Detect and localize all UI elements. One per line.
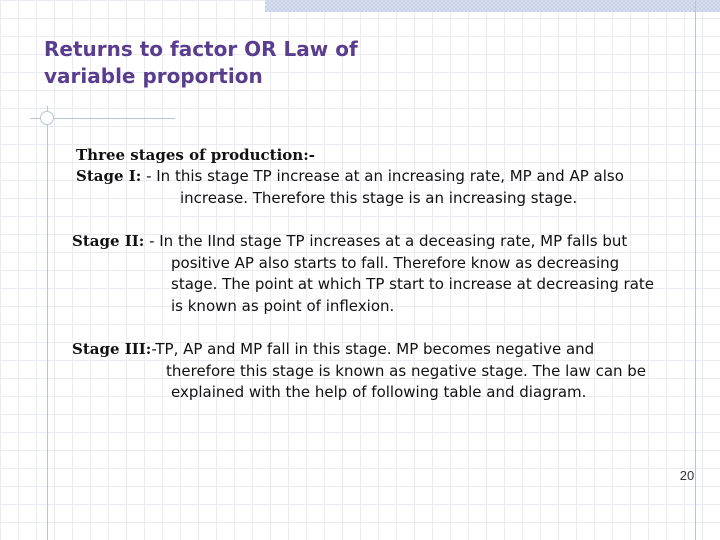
stage-2-line-4: is known as point of inflexion. — [171, 297, 395, 315]
stage-1-line-2: increase. Therefore this stage is an increasing stage. — [180, 189, 578, 207]
stage-3-line-2: therefore this stage is known as negative stage. The law can be — [166, 362, 647, 380]
stage-3-line-3: explained with the help of following table and diagram. — [171, 383, 587, 401]
stage-1-line-1 — [76, 165, 624, 187]
stage-2-line-3: stage. The point at which TP start to increase at decreasing rate — [171, 275, 655, 293]
stage-3-line-1 — [72, 338, 594, 360]
stage-1-label: Stage I: — [76, 167, 142, 185]
stage-1-text-1: - In this stage TP increase at an increasing rate, MP and AP also — [141, 167, 624, 185]
slide-title-line-2: variable proportion — [44, 64, 263, 88]
stage-2-line-2: positive AP also starts to fall. Therefore know as decreasing — [171, 254, 620, 272]
stage-3-text-1: -TP, AP and MP fall in this stage. MP becomes negative and — [151, 340, 595, 358]
slide-title-line-1: Returns to factor OR Law of — [44, 37, 358, 61]
stage-2-label: Stage II: — [72, 232, 145, 250]
stage-2-line-1 — [72, 230, 627, 252]
stage-2-text-1: - In the IInd stage TP increases at a deceasing rate, MP falls but — [144, 232, 628, 250]
body-heading: Three stages of production:- — [76, 146, 315, 164]
stage-3-label: Stage III: — [72, 340, 152, 358]
page-number: 20 — [679, 468, 695, 483]
